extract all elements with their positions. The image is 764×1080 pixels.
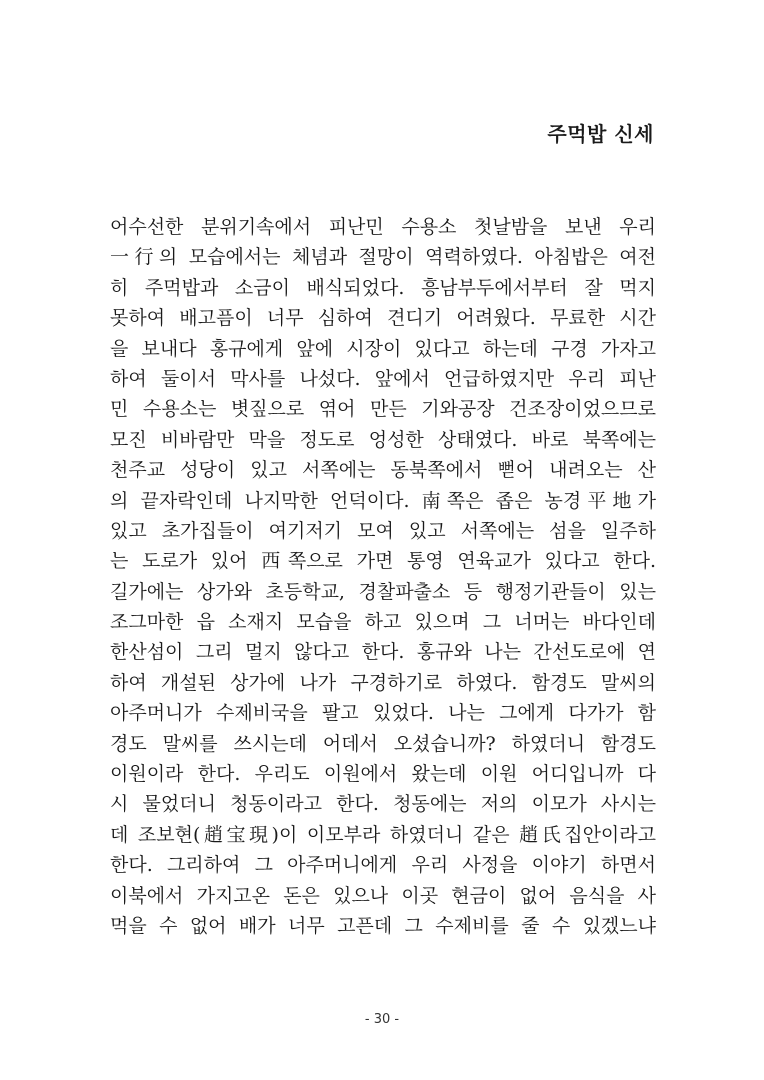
text-line: 히 주먹밥과 소금이 배식되었다. 흥남부두에서부터 잘 먹지 xyxy=(110,276,656,299)
text-line: 못하여 배고픔이 너무 심하여 견디기 어려웠다. 무료한 시간 xyxy=(110,307,656,330)
text-line: 한산섬이 그리 멀지 않다고 한다. 홍규와 나는 간선도로에 연 xyxy=(110,641,656,664)
text-line: 一行의 모습에서는 체념과 절망이 역력하였다. 아침밥은 여전 xyxy=(110,246,656,269)
text-line: 이원이라 한다. 우리도 이원에서 왔는데 이원 어디입니까 다 xyxy=(110,763,656,786)
text-line: 어수선한 분위기속에서 피난민 수용소 첫날밤을 보낸 우리 xyxy=(110,216,656,238)
text-line: 있고 초가집들이 여기저기 모여 있고 서쪽에는 섬을 일주하 xyxy=(110,519,656,542)
text-line: 이북에서 가지고온 돈은 있으나 이곳 현금이 없어 음식을 사 xyxy=(110,884,656,907)
text-line: 한다. 그리하여 그 아주머니에게 우리 사정을 이야기 하면서 xyxy=(110,854,656,877)
text-line: 의 끝자락인데 나지막한 언덕이다. 南쪽은 좁은 농경平地가 xyxy=(110,489,656,512)
text-line: 경도 말씨를 쓰시는데 어데서 오셨습니까? 하였더니 함경도 xyxy=(110,732,656,755)
page-number: - 30 - xyxy=(364,1012,400,1027)
text-line: 민 수용소는 볏짚으로 엮어 만든 기와공장 건조장이었으므로 xyxy=(110,398,656,421)
text-line: 시 물었더니 청동이라고 한다. 청동에는 저의 이모가 사시는 xyxy=(110,793,656,816)
text-line: 길가에는 상가와 초등학교, 경찰파출소 등 행정기관들이 있는 xyxy=(110,580,656,603)
text-line: 하여 둘이서 막사를 나섰다. 앞에서 언급하였지만 우리 피난 xyxy=(110,367,656,390)
text-line: 모진 비바람만 막을 정도로 엉성한 상태였다. 바로 북쪽에는 xyxy=(110,428,656,451)
text-line: 데 조보현(趙宝現)이 이모부라 하였더니 같은 趙氏집안이라고 xyxy=(110,823,656,846)
text-line: 는 도로가 있어 西쪽으로 가면 통영 연육교가 있다고 한다. xyxy=(110,550,656,573)
text-line: 아주머니가 수제비국을 팔고 있었다. 나는 그에게 다가가 함 xyxy=(110,702,656,725)
body-text xyxy=(110,212,656,941)
text-line: 을 보내다 홍규에게 앞에 시장이 있다고 하는데 구경 가자고 xyxy=(110,337,656,360)
text-line: 천주교 성당이 있고 서쪽에는 동북쪽에서 뻗어 내려오는 산 xyxy=(110,459,656,482)
text-line: 조그마한 읍 소재지 모습을 하고 있으며 그 너머는 바다인데 xyxy=(110,611,656,634)
chapter-title: 주먹밥 신세 xyxy=(547,122,654,146)
text-line: 먹을 수 없어 배가 너무 고픈데 그 수제비를 줄 수 있겠느냐 xyxy=(110,914,656,937)
text-line: 하여 개설된 상가에 나가 구경하기로 하였다. 함경도 말씨의 xyxy=(110,671,656,694)
